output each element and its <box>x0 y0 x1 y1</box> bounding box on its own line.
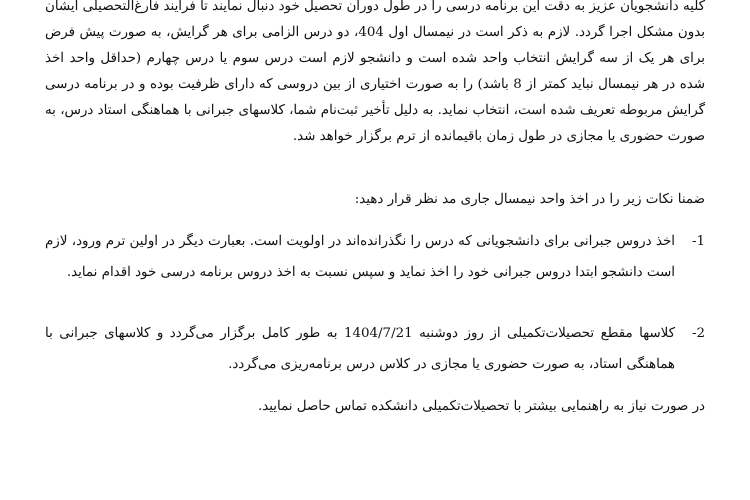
item-text: اخذ دروس جبرانی برای دانشجویانی که درس را نگذرانده‌اند در اولویت است. بعبارت دیگر در اولین ترم ورود، لازم است دانشجو ابتدا دروس جبرانی خود را اخذ نماید و سپس نسبت به اخذ دروس برنامه درسی خود اقدام نماید. <box>45 234 675 280</box>
item-number: 1- <box>691 234 705 249</box>
numbered-item <box>45 318 705 380</box>
item-text: کلاسها مقطع تحصیلات‌تکمیلی از روز دوشنبه 1404/7/21 به طور کامل برگزار می‌گردد و کلاسهای جبرانی با هماهنگی استاد، به صورت حضوری یا مجازی در کلاس درس برنامه‌ریزی می‌گردد. <box>45 326 675 372</box>
numbered-item <box>45 226 705 288</box>
intro-paragraph: کلیه دانشجویان عزیز به دقت این برنامه درسی را در طول دوران تحصیل خود دنبال نمایند تا فرایند فارغ‌التحصیلی ایشان بدون مشکل اجرا گردد. لازم به ذکر است در نیمسال اول 404، دو درس الزامی برای هر گرایش، به صورت پیش فرض برای هر یک از سه گرایش انتخاب واحد شده است و دانشجو لازم است درس سوم یا درس چهارم (حداقل واحد اخذ شده در هر نیمسال نباید کمتر از 8 باشد) را به صورت اختیاری از بین دروسی که دارای ظرفیت بوده و در برنامه درسی گرایش مربوطه تعریف شده است، انتخاب نماید. به دلیل تأخیر ثبت‌نام شما، کلاسهای جبرانی با هماهنگی استاد درس، به صورت حضوری یا مجازی در طول زمان باقیمانده از ترم برگزار خواهد شد. <box>45 0 705 144</box>
closing-note: در صورت نیاز به راهنمایی بیشتر با تحصیلات‌تکمیلی دانشکده تماس حاصل نمایید. <box>257 399 705 414</box>
item-number: 2- <box>691 326 705 341</box>
notes-intro: ضمنا نکات زیر را در اخذ واحد نیمسال جاری مد نظر قرار دهید: <box>354 192 705 207</box>
